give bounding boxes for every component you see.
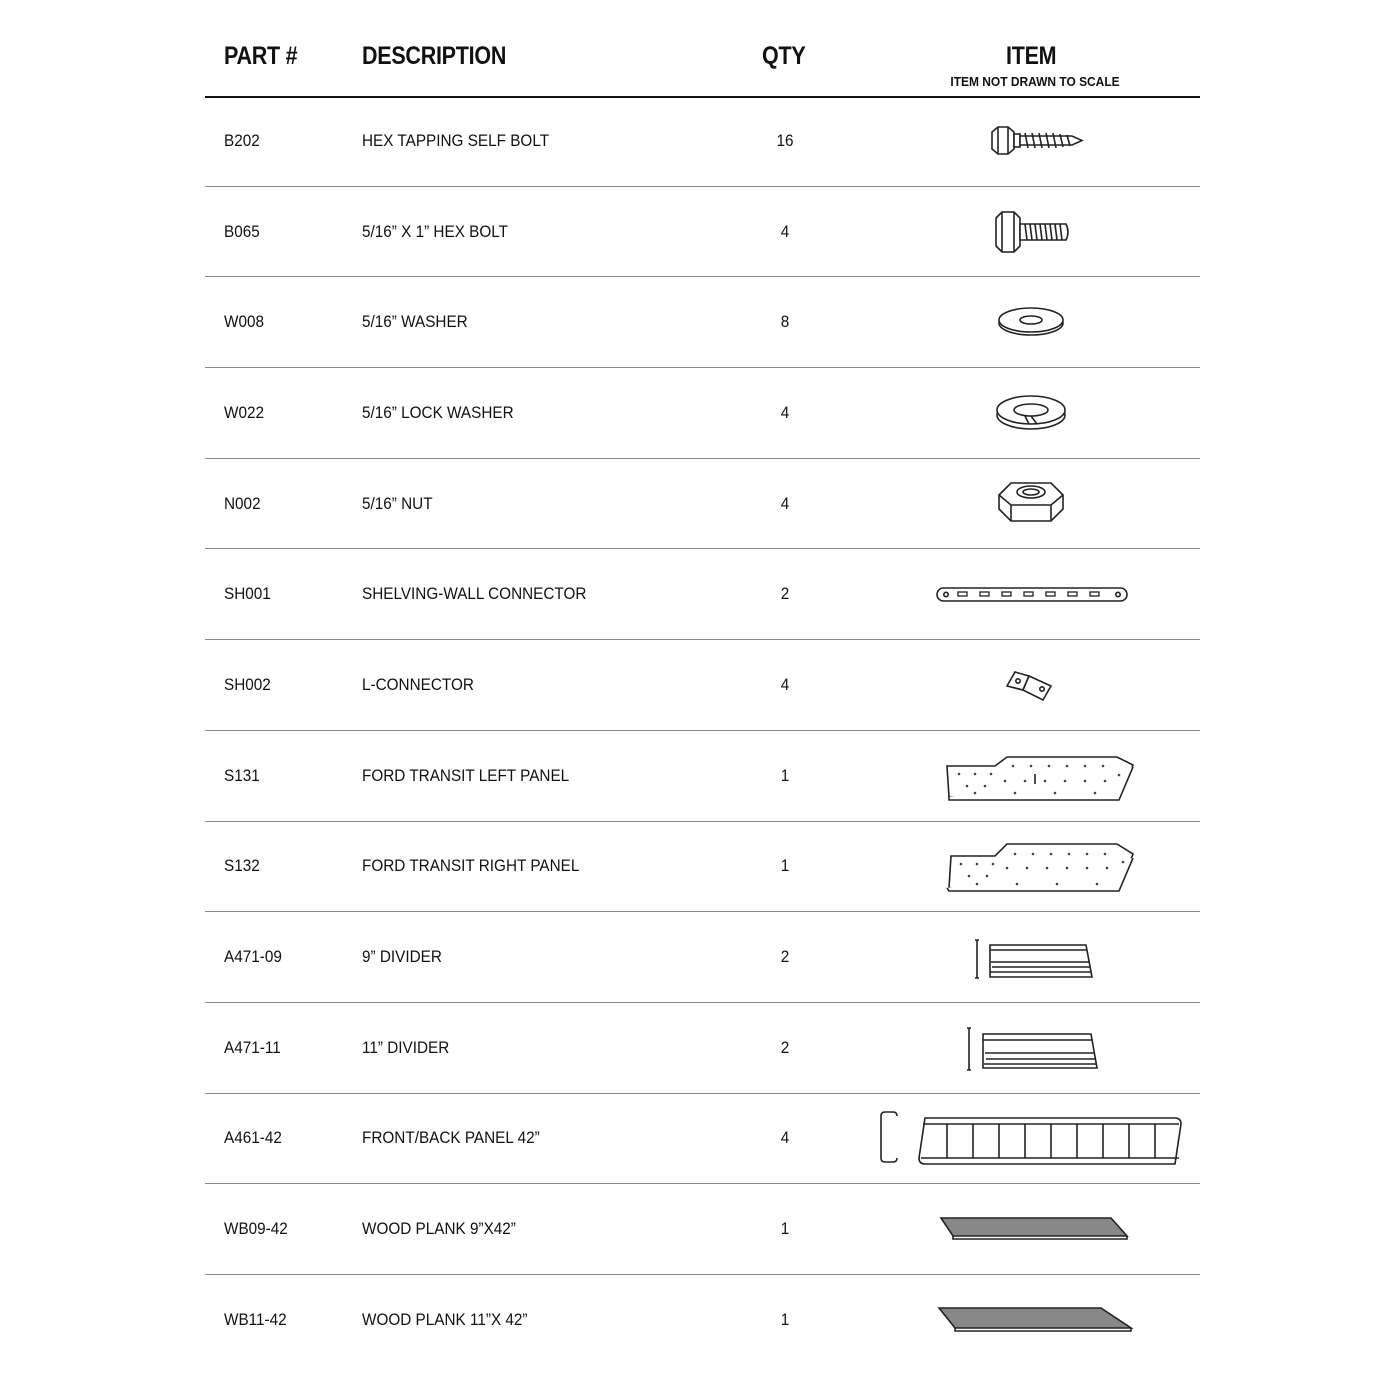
table-row	[205, 912, 1200, 1003]
table-row	[205, 640, 1200, 731]
part-number: S132	[224, 856, 260, 876]
part-number: B065	[224, 221, 260, 241]
parts-list-sheet	[205, 0, 1200, 1400]
right-panel-icon	[855, 822, 1200, 912]
left-panel-icon	[855, 731, 1200, 821]
table-row	[205, 277, 1200, 368]
table-row	[205, 1094, 1200, 1185]
table-row	[205, 459, 1200, 550]
part-number: WB09-42	[224, 1219, 288, 1239]
part-description: 5/16” LOCK WASHER	[362, 402, 514, 422]
part-quantity: 4	[780, 493, 790, 513]
washer-icon	[855, 277, 1200, 367]
l-connector-icon	[855, 640, 1200, 730]
part-quantity: 2	[780, 947, 790, 967]
table-row	[205, 731, 1200, 822]
divider-icon	[855, 1003, 1200, 1093]
part-description: HEX TAPPING SELF BOLT	[362, 130, 550, 150]
part-quantity: 4	[780, 221, 790, 241]
part-quantity: 1	[780, 1219, 790, 1239]
divider-icon	[855, 912, 1200, 1002]
part-quantity: 1	[780, 765, 790, 785]
part-description: L-CONNECTOR	[362, 674, 474, 694]
part-description: 9” DIVIDER	[362, 947, 442, 967]
header-quantity: QTY	[762, 42, 806, 70]
part-description: WOOD PLANK 9”X42”	[362, 1219, 516, 1239]
part-quantity: 2	[780, 584, 790, 604]
part-number: SH001	[224, 584, 271, 604]
table-row	[205, 96, 1200, 187]
part-description: FORD TRANSIT LEFT PANEL	[362, 765, 570, 785]
part-number: SH002	[224, 674, 271, 694]
part-quantity: 4	[780, 402, 790, 422]
nut-icon	[855, 459, 1200, 549]
front-back-panel-icon	[855, 1094, 1200, 1184]
part-description: 11” DIVIDER	[362, 1037, 450, 1057]
table-header	[205, 0, 1200, 98]
wood-plank-icon	[855, 1275, 1200, 1365]
part-description: FORD TRANSIT RIGHT PANEL	[362, 856, 580, 876]
part-description: 5/16” NUT	[362, 493, 433, 513]
part-description: FRONT/BACK PANEL 42”	[362, 1128, 540, 1148]
tapping-bolt-icon	[855, 96, 1200, 186]
table-row	[205, 1003, 1200, 1094]
header-part-number: PART #	[224, 42, 298, 70]
wood-plank-icon	[855, 1184, 1200, 1274]
table-row	[205, 1275, 1200, 1366]
table-row	[205, 187, 1200, 278]
part-description: WOOD PLANK 11”X 42”	[362, 1310, 528, 1330]
table-row	[205, 549, 1200, 640]
part-description: SHELVING-WALL CONNECTOR	[362, 584, 587, 604]
part-number: A471-11	[224, 1037, 281, 1057]
header-item: ITEM	[1006, 42, 1057, 70]
table-row	[205, 822, 1200, 913]
part-quantity: 4	[780, 1128, 790, 1148]
part-number: N002	[224, 493, 261, 513]
wall-connector-icon	[855, 549, 1200, 639]
part-number: WB11-42	[224, 1310, 287, 1330]
part-quantity: 8	[780, 312, 790, 332]
table-row	[205, 368, 1200, 459]
header-item-note: ITEM NOT DRAWN TO SCALE	[950, 74, 1120, 89]
part-quantity: 16	[776, 130, 794, 150]
part-quantity: 4	[780, 674, 790, 694]
header-description: DESCRIPTION	[362, 42, 507, 70]
part-number: B202	[224, 130, 260, 150]
part-quantity: 1	[780, 856, 790, 876]
part-quantity: 1	[780, 1310, 790, 1330]
part-number: S131	[224, 765, 260, 785]
part-number: W022	[224, 402, 264, 422]
lock-washer-icon	[855, 368, 1200, 458]
part-number: W008	[224, 312, 264, 332]
part-description: 5/16” X 1” HEX BOLT	[362, 221, 508, 241]
table-row	[205, 1184, 1200, 1275]
part-number: A471-09	[224, 947, 282, 967]
part-quantity: 2	[780, 1037, 790, 1057]
parts-table-body	[205, 96, 1200, 1366]
part-number: A461-42	[224, 1128, 282, 1148]
hex-bolt-icon	[855, 187, 1200, 277]
part-description: 5/16” WASHER	[362, 312, 468, 332]
